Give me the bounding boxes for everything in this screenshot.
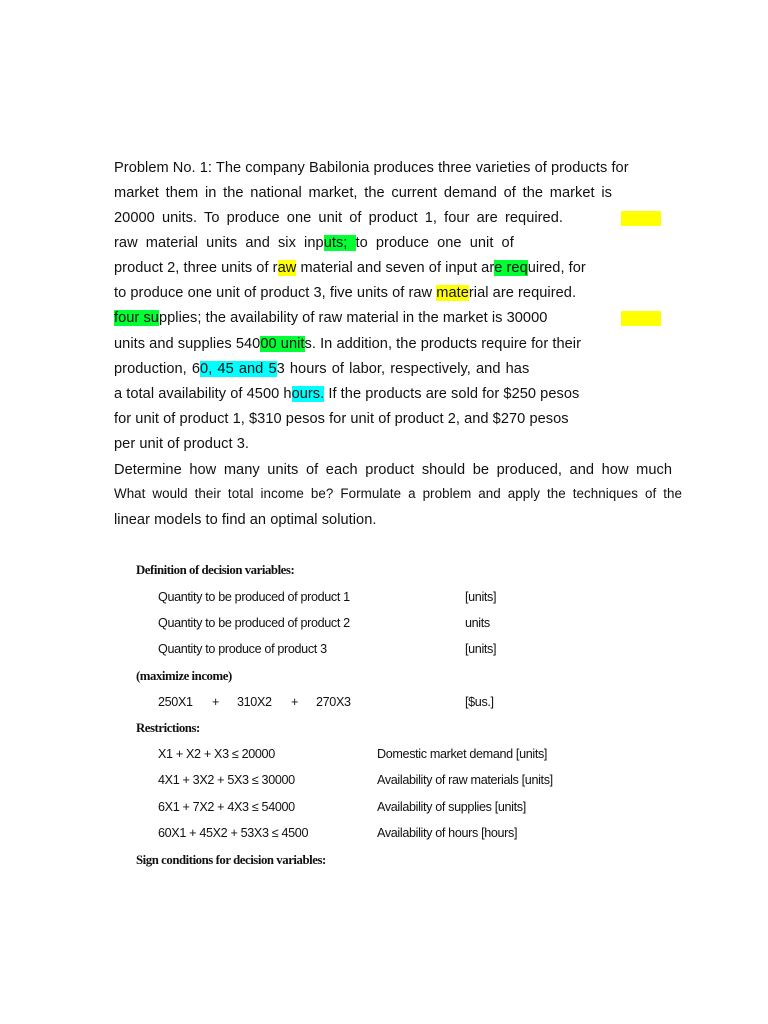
objective-term: 270X3 xyxy=(316,695,351,709)
text-segment: to produce one unit of product 3, five units of raw xyxy=(114,285,437,301)
text-segment: rial are required. xyxy=(468,285,577,301)
problem-line-11: for unit of product 1, $310 pesos for unit of product 2, and $270 pesos xyxy=(114,411,569,427)
decision-variable-unit: [units] xyxy=(465,642,497,656)
text-segment: s. In addition, the products require for their xyxy=(304,336,582,352)
problem-line-3: 20000 units. To produce one unit of product 1, four are required. xyxy=(114,210,563,226)
problem-line-12: per unit of product 3. xyxy=(114,436,249,452)
green-highlight: 00 unit xyxy=(260,336,305,352)
text-segment: uired, for xyxy=(527,260,586,276)
objective-unit: [$us.] xyxy=(465,695,494,709)
decision-variable-unit: units xyxy=(465,616,490,630)
text-segment: 3 hours of labor, respectively, and has xyxy=(276,361,530,377)
problem-line-5 xyxy=(114,259,586,277)
text-segment: product 2, three units of r xyxy=(114,260,278,276)
restriction-expression: 4X1 + 3X2 + 5X3 ≤ 30000 xyxy=(158,773,295,787)
problem-line-10 xyxy=(114,385,579,403)
decision-variable-unit: [units] xyxy=(465,590,497,604)
problem-line-1: Problem No. 1: The company Babilonia produces three varieties of products for xyxy=(114,160,629,176)
restriction-expression: 60X1 + 45X2 + 53X3 ≤ 4500 xyxy=(158,826,309,840)
objective-term: 250X1 xyxy=(158,695,193,709)
yellow-highlight: mate xyxy=(436,285,469,301)
problem-line-6 xyxy=(114,284,576,302)
problem-line-4 xyxy=(114,234,514,252)
problem-line-2: market them in the national market, the current demand of the market is xyxy=(114,185,612,201)
decision-variables-heading: Definition of decision variables: xyxy=(136,563,295,577)
problem-line-13: Determine how many units of each product should be produced, and how much xyxy=(114,462,672,478)
restriction-description: Availability of raw materials [units] xyxy=(377,773,553,787)
problem-line-8 xyxy=(114,335,581,353)
problem-line-14: What would their total income be? Formulate a problem and apply the techniques of the xyxy=(114,486,682,501)
problem-line-9 xyxy=(114,360,529,378)
objective-heading: (maximize income) xyxy=(136,669,232,683)
sign-conditions-heading: Sign conditions for decision variables: xyxy=(136,853,326,867)
text-segment: If the products are sold for $250 pesos xyxy=(324,386,580,402)
text-segment: material and seven of input ar xyxy=(296,260,495,276)
problem-line-7 xyxy=(114,309,547,327)
text-segment: raw material units and six inp xyxy=(114,235,324,251)
text-segment: pplies; the availability of raw material in the market is 30000 xyxy=(158,310,548,326)
restriction-expression: X1 + X2 + X3 ≤ 20000 xyxy=(158,747,275,761)
text-segment: to produce one unit of xyxy=(355,235,514,251)
decision-variable-label: Quantity to be produced of product 2 xyxy=(158,616,350,630)
green-highlight: e req xyxy=(494,260,528,276)
cyan-highlight: 0, 45 and 5 xyxy=(200,361,277,377)
text-segment: a total availability of 4500 h xyxy=(114,386,292,402)
yellow-highlight: aw xyxy=(277,260,297,276)
objective-operator: + xyxy=(291,695,299,709)
decision-variable-label: Quantity to produce of product 3 xyxy=(158,642,327,656)
restriction-description: Availability of hours [hours] xyxy=(377,826,518,840)
green-highlight: four su xyxy=(114,310,159,326)
text-segment: production, 6 xyxy=(114,361,201,377)
green-highlight: uts; xyxy=(323,235,356,251)
objective-operator: + xyxy=(212,695,220,709)
restriction-expression: 6X1 + 7X2 + 4X3 ≤ 54000 xyxy=(158,800,295,814)
cyan-highlight: ours. xyxy=(291,386,325,402)
objective-term: 310X2 xyxy=(237,695,272,709)
yellow-highlight-box xyxy=(621,211,661,226)
restriction-description: Availability of supplies [units] xyxy=(377,800,526,814)
restrictions-heading: Restrictions: xyxy=(136,721,200,735)
text-segment: units and supplies 540 xyxy=(114,336,261,352)
restriction-description: Domestic market demand [units] xyxy=(377,747,548,761)
decision-variable-label: Quantity to be produced of product 1 xyxy=(158,590,350,604)
yellow-highlight-box xyxy=(621,311,661,326)
problem-line-15: linear models to find an optimal solution. xyxy=(114,512,377,528)
